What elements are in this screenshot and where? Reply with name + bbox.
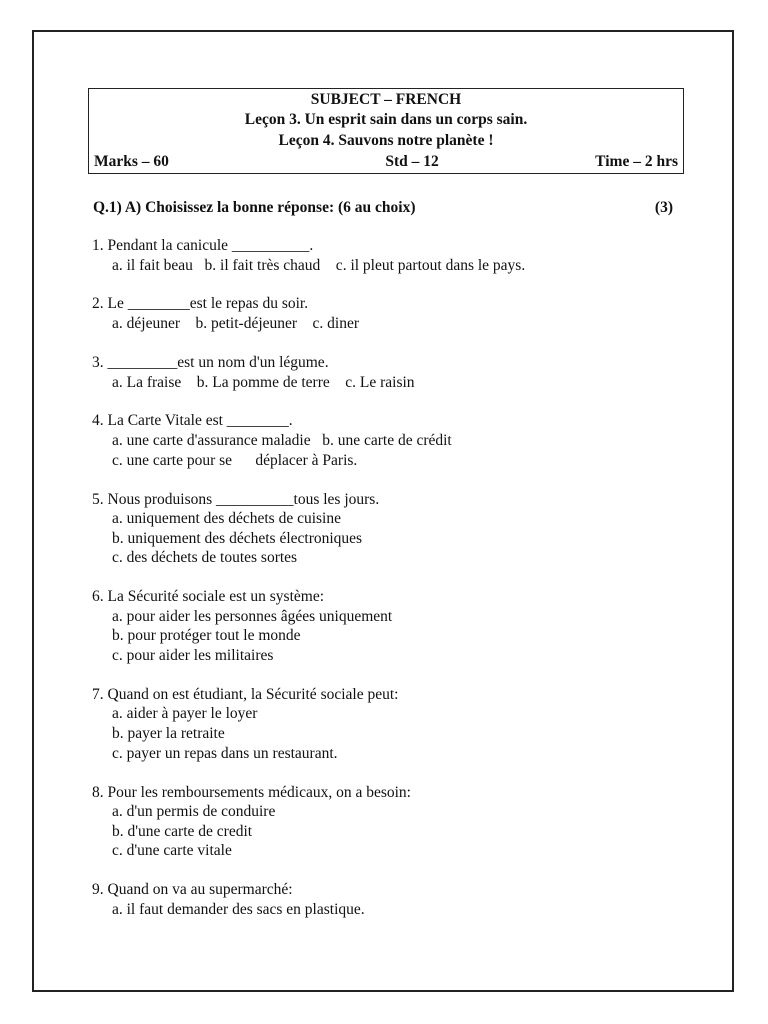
question-stem: 9. Quand on va au supermarché: bbox=[92, 881, 293, 899]
answer-options: c. d'une carte vitale bbox=[112, 842, 232, 860]
question-item bbox=[92, 294, 692, 333]
exam-header bbox=[88, 88, 684, 174]
question-item bbox=[92, 236, 692, 275]
question-item bbox=[92, 783, 692, 861]
exam-meta-row bbox=[94, 152, 678, 172]
question-stem: 7. Quand on est étudiant, la Sécurité sociale peut: bbox=[92, 685, 399, 703]
question-stem: 2. Le ________est le repas du soir. bbox=[92, 295, 309, 313]
question-stem: 5. Nous produisons __________tous les jours. bbox=[92, 490, 380, 508]
lesson-4-title: Leçon 4. Sauvons notre planète ! bbox=[278, 132, 494, 149]
subject-title: SUBJECT – FRENCH bbox=[310, 91, 462, 108]
answer-options: a. il fait beau b. il fait très chaud c. il pleut partout dans le pays. bbox=[112, 256, 526, 274]
question-stem: 3. _________est un nom d'un légume. bbox=[92, 353, 329, 371]
answer-options: a. La fraise b. La pomme de terre c. Le raisin bbox=[112, 373, 415, 391]
standard: Std – 12 bbox=[385, 153, 439, 170]
lesson-3-title: Leçon 3. Un esprit sain dans un corps sain. bbox=[244, 111, 528, 128]
answer-options: b. d'une carte de credit bbox=[112, 822, 253, 840]
question-item bbox=[92, 353, 692, 392]
answer-options: a. d'un permis de conduire bbox=[112, 803, 276, 821]
answer-options: b. uniquement des déchets électroniques bbox=[112, 529, 363, 547]
section-heading bbox=[93, 198, 673, 218]
total-marks: Marks – 60 bbox=[94, 153, 169, 170]
section-marks: (3) bbox=[654, 199, 673, 216]
answer-options: a. une carte d'assurance maladie b. une carte de crédit bbox=[112, 432, 452, 450]
exam-duration: Time – 2 hrs bbox=[595, 153, 678, 170]
answer-options: a. uniquement des déchets de cuisine bbox=[112, 510, 341, 528]
question-stem: 1. Pendant la canicule __________. bbox=[92, 237, 314, 254]
question-item bbox=[92, 880, 692, 919]
question-item bbox=[92, 411, 692, 470]
answer-options: b. payer la retraite bbox=[112, 725, 225, 743]
answer-options: a. déjeuner b. petit-déjeuner c. diner bbox=[112, 315, 360, 333]
answer-options: c. une carte pour se déplacer à Paris. bbox=[112, 451, 358, 469]
answer-options: c. des déchets de toutes sortes bbox=[112, 549, 298, 567]
question-stem: 4. La Carte Vitale est ________. bbox=[92, 412, 293, 430]
question-item bbox=[92, 490, 692, 568]
answer-options: c. pour aider les militaires bbox=[112, 646, 274, 664]
question-list bbox=[92, 236, 692, 939]
question-stem: 8. Pour les remboursements médicaux, on a besoin: bbox=[92, 783, 411, 801]
answer-options: a. il faut demander des sacs en plastique. bbox=[112, 900, 365, 918]
answer-options: c. payer un repas dans un restaurant. bbox=[112, 744, 338, 762]
question-item bbox=[92, 587, 692, 665]
section-title: Q.1) A) Choisissez la bonne réponse: (6 au choix) bbox=[93, 199, 416, 216]
answer-options: a. pour aider les personnes âgées uniquement bbox=[112, 607, 393, 625]
answer-options: a. aider à payer le loyer bbox=[112, 705, 258, 723]
question-stem: 6. La Sécurité sociale est un système: bbox=[92, 588, 325, 606]
question-item bbox=[92, 685, 692, 763]
answer-options: b. pour protéger tout le monde bbox=[112, 627, 301, 645]
